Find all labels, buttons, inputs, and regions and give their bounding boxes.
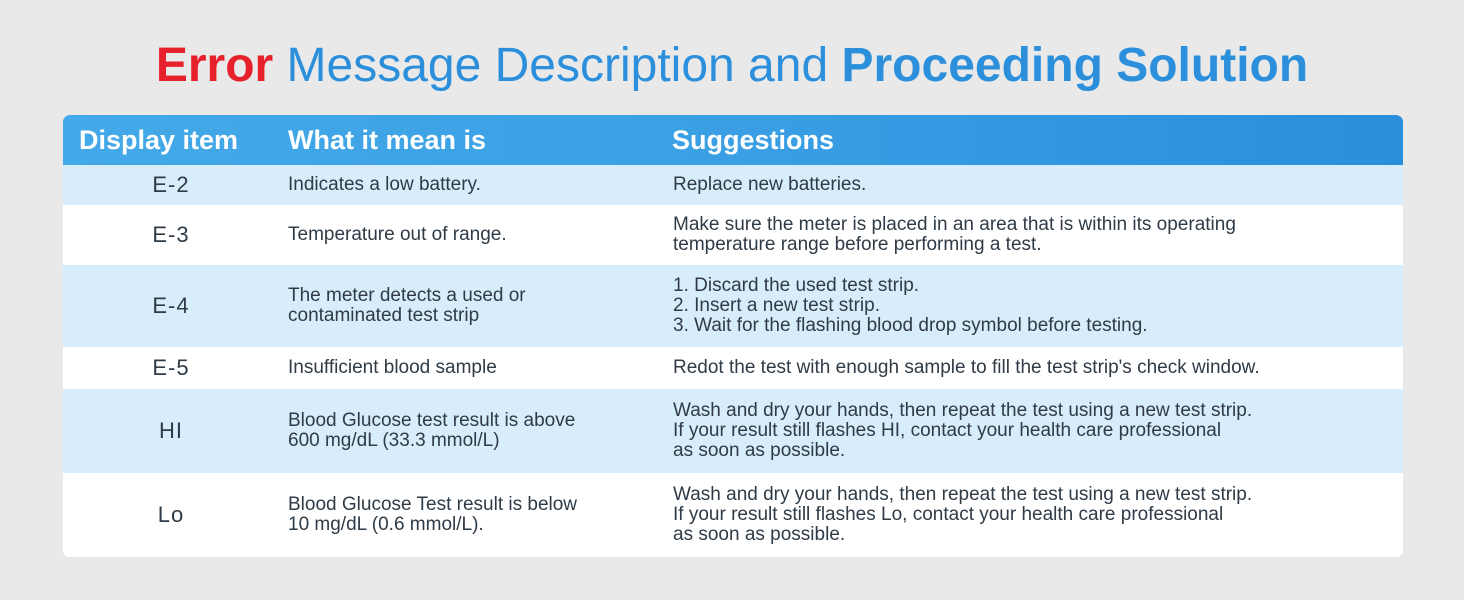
display-item-cell xyxy=(63,473,279,557)
display-item-cell xyxy=(63,205,279,265)
title-solution-word: Proceeding Solution xyxy=(841,39,1309,92)
suggestion-text: Redot the test with enough sample to fill the test strip's check window. xyxy=(673,357,1260,378)
meaning-text: Temperature out of range. xyxy=(288,224,507,245)
table-row xyxy=(63,205,1403,265)
meaning-text: Blood Glucose test result is above 600 mg/dL (33.3 mmol/L) xyxy=(288,410,576,451)
table-row xyxy=(63,165,1403,205)
suggestion-cell xyxy=(673,473,1393,557)
suggestion-text: 1. Discard the used test strip. 2. Insert a new test strip. 3. Wait for the flashing blood drop symbol before testing. xyxy=(673,275,1148,336)
suggestion-text: Wash and dry your hands, then repeat the test using a new test strip. If your result still flashes Lo, contact your health care professional as soon as possible. xyxy=(673,484,1253,545)
meaning-cell xyxy=(288,265,658,347)
title-error-word: Error xyxy=(155,39,274,92)
error-table xyxy=(63,115,1403,557)
display-item-cell xyxy=(63,389,279,473)
table-row xyxy=(63,265,1403,347)
display-item-code: E-2 xyxy=(152,172,190,197)
meaning-text: Blood Glucose Test result is below 10 mg/dL (0.6 mmol/L). xyxy=(288,494,578,535)
suggestion-text: Replace new batteries. xyxy=(673,174,867,195)
suggestion-text: Make sure the meter is placed in an area that is within its operating temperature range before performing a test. xyxy=(673,214,1236,255)
table-row xyxy=(63,389,1403,473)
suggestion-cell xyxy=(673,205,1393,265)
header-meaning: What it mean is xyxy=(288,125,487,155)
suggestion-cell xyxy=(673,389,1393,473)
display-item-code: HI xyxy=(159,418,183,443)
suggestion-cell xyxy=(673,165,1393,205)
display-item-cell xyxy=(63,347,279,389)
display-item-cell xyxy=(63,265,279,347)
display-item-cell xyxy=(63,165,279,205)
meaning-cell xyxy=(288,347,658,389)
table-header xyxy=(63,115,1403,165)
display-item-code: E-3 xyxy=(152,222,190,247)
suggestion-text: Wash and dry your hands, then repeat the test using a new test strip. If your result still flashes HI, contact your health care professional as soon as possible. xyxy=(673,400,1253,461)
table-row xyxy=(63,473,1403,557)
header-display-item: Display item xyxy=(79,125,239,155)
meaning-cell xyxy=(288,165,658,205)
header-suggestions: Suggestions xyxy=(672,125,835,155)
meaning-text: The meter detects a used or contaminated test strip xyxy=(288,285,526,326)
suggestion-cell xyxy=(673,347,1393,389)
display-item-code: E-5 xyxy=(152,355,190,380)
meaning-cell xyxy=(288,205,658,265)
display-item-code: Lo xyxy=(157,502,185,527)
page-title xyxy=(0,36,1464,96)
meaning-cell xyxy=(288,389,658,473)
meaning-text: Insufficient blood sample xyxy=(288,357,497,378)
table-row xyxy=(63,347,1403,389)
meaning-cell xyxy=(288,473,658,557)
display-item-code: E-4 xyxy=(152,293,190,318)
suggestion-cell xyxy=(673,265,1393,347)
meaning-text: Indicates a low battery. xyxy=(288,174,481,195)
title-middle-text: Message Description and xyxy=(273,39,842,92)
